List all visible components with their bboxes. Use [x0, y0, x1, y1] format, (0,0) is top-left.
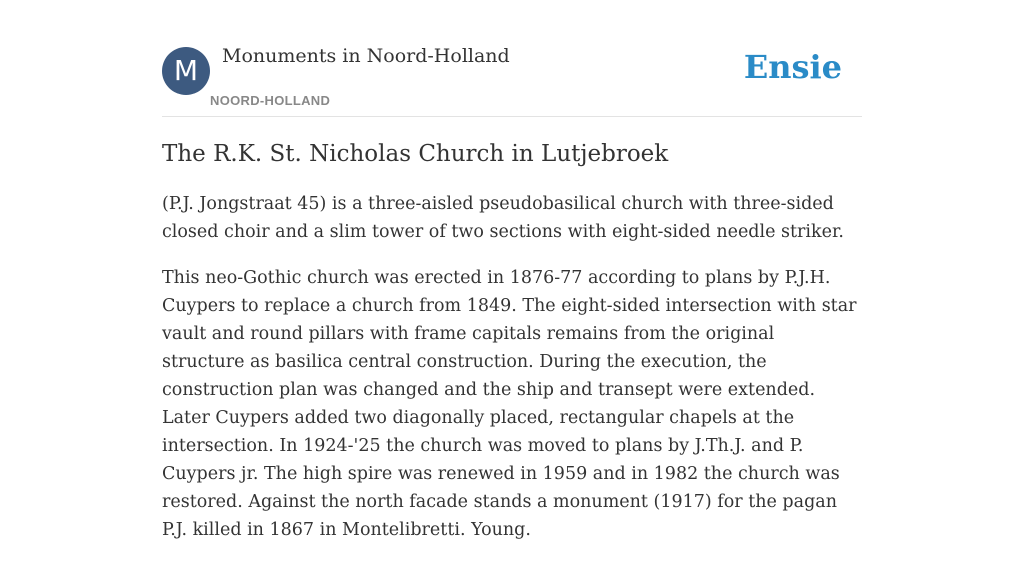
category-label[interactable]: NOORD-HOLLAND — [210, 93, 331, 108]
article-paragraph: (P.J. Jongstraat 45) is a three-aisled pseudobasilical church with three-sided closed choir and a slim tower of two sections with eight-sided needle striker. — [162, 194, 844, 242]
article-title: The R.K. St. Nicholas Church in Lutjebroek — [162, 141, 669, 167]
article — [162, 136, 862, 562]
ensie-logo[interactable]: Ensie — [743, 48, 842, 86]
blog-title[interactable]: Monuments in Noord-Holland — [222, 45, 510, 67]
article-paragraph: This neo-Gothic church was erected in 1876-77 according to plans by P.J.H. Cuypers to replace a church from 1849. The eight-sided intersection with star vault and round pillars with frame capitals remains from the original structure as basilica central construction. During the execution, the construction plan was changed and the ship and transept were extended. Later Cuypers added two diagonally placed, rectangular chapels at the intersection. In 1924-'25 the church was moved to plans by J.Th.J. and P. Cuypers jr. The high spire was renewed in 1959 and in 1982 the church was restored. Against the north facade stands a monument (1917) for the pagan P.J. killed in 1867 in Montelibretti. Young. — [162, 268, 857, 540]
blog-avatar[interactable]: M — [162, 47, 210, 95]
header — [162, 0, 862, 117]
